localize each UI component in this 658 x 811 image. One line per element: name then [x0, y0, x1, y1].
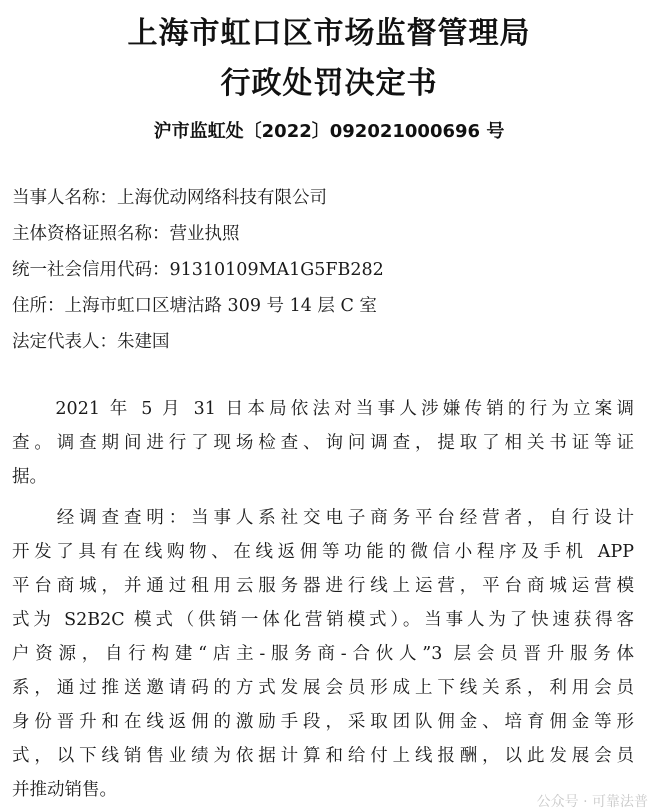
text-line: 身份晋升和在线返佣的激励手段，采取团队佣金、培育佣金等形	[12, 712, 634, 732]
document-number: 沪市监虹处〔2022〕092021000696 号	[153, 121, 505, 142]
investigation-findings-paragraph	[12, 501, 634, 807]
party-credit-code: 统一社会信用代码：91310109MA1G5FB282	[12, 260, 384, 280]
text-line: 平台商城，并通过租用云服务器进行线上运营，平台商城运营模	[12, 576, 634, 596]
party-legal-rep: 法定代表人：朱建国	[12, 332, 170, 352]
issuing-authority: 上海市虹口区市场监督管理局	[127, 16, 531, 51]
watermark: 公众号 · 可靠法普	[536, 794, 648, 810]
text-line: 式，以下线销售业绩为依据计算和给付上线报酬，以此发展会员	[12, 746, 634, 766]
text-line: 开发了具有在线购物、在线返佣等功能的微信小程序及手机 APP	[12, 542, 634, 562]
party-name: 当事人名称：上海优动网络科技有限公司	[12, 188, 327, 208]
text-line: 查。调查期间进行了现场检查、询问调查，提取了相关书证等证	[12, 433, 634, 453]
text-line: 经调查查明：当事人系社交电子商务平台经营者，自行设计	[12, 508, 634, 528]
text-line: 据。	[12, 467, 47, 487]
party-cert-type: 主体资格证照名称：营业执照	[12, 224, 240, 244]
document-title: 行政处罚决定书	[220, 66, 438, 101]
party-address: 住所：上海市虹口区塘沽路 309 号 14 层 C 室	[12, 296, 377, 316]
text-line: 户资源，自行构建“店主-服务商-合伙人”3 层会员晋升服务体	[12, 644, 634, 664]
text-line: 并推动销售。	[12, 780, 117, 800]
text-line: 式为 S2B2C 模式（供销一体化营销模式）。当事人为了快速获得客	[12, 610, 634, 630]
text-line: 系，通过推送邀请码的方式发展会员形成上下线关系，利用会员	[12, 678, 634, 698]
case-filing-paragraph	[12, 392, 634, 494]
text-line: 2021 年 5 月 31 日本局依法对当事人涉嫌传销的行为立案调	[12, 399, 634, 419]
